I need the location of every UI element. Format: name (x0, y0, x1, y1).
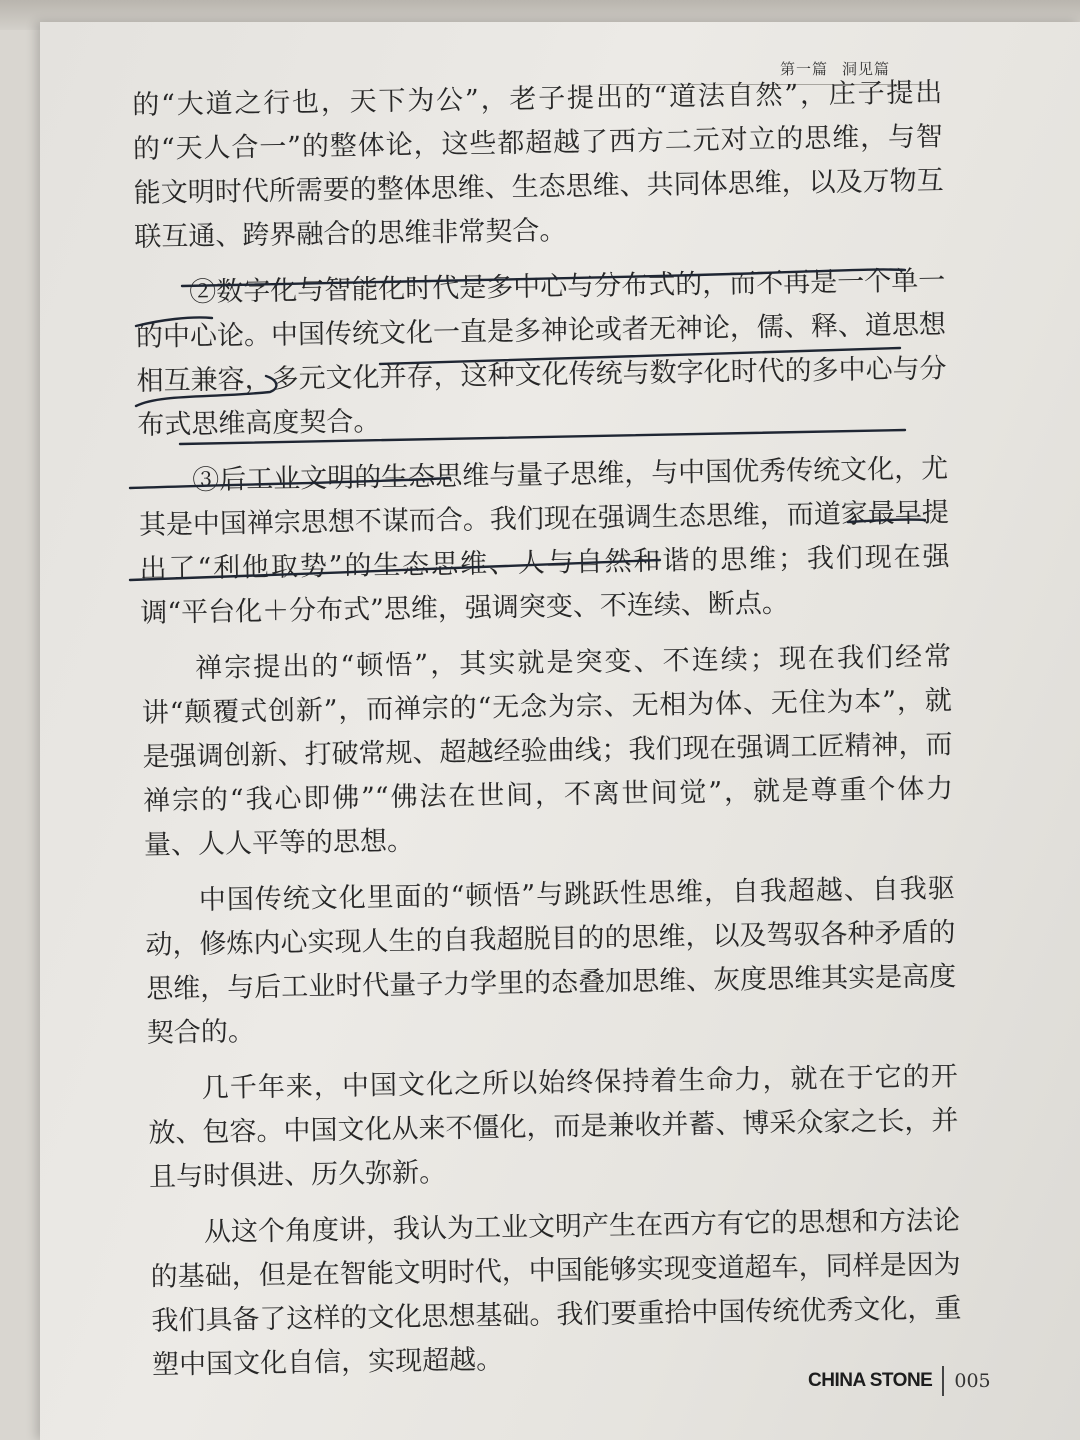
body-text (132, 71, 963, 1400)
paragraph-4: 禅宗提出的“顿悟”，其实就是突变、不连续；现在我们经常讲“颠覆式创新”，而禅宗的“无念为宗、无相为体、无住为本”，就是强调创新、打破常规、超越经验曲线；我们现在强调工匠精神，而禅宗的“我心即佛”“佛法在世间，不离世间觉”，就是尊重个体力量、人人平等的思想。 (141, 641, 954, 861)
paragraph-3: ③后工业文明的生态思维与量子思维，与中国优秀传统文化，尤其是中国禅宗思想不谋而合。我们现在强调生态思维，而道家最早提出了“利他取势”的生态思维、人与自然和谐的思维；我们现在强调“平台化＋分布式”思维，强调突变、不连续、断点。 (138, 453, 950, 629)
paragraph-7: 从这个角度讲，我认为工业文明产生在西方有它的思想和方法论的基础，但是在智能文明时代，中国能够实现变道超车，同样是因为我们具备了这样的文化思想基础。我们要重拾中国传统优秀文化，重塑中国文化自信，实现超越。 (150, 1205, 962, 1381)
page-footer (808, 1366, 991, 1396)
china-stone-logo: CHINA STONE (808, 1370, 933, 1391)
page-number: 005 (954, 1370, 991, 1392)
paragraph-5: 中国传统文化里面的“顿悟”与跳跃性思维，自我超越、自我驱动，修炼内心实现人生的自我超脱目的的思维，以及驾驭各种矛盾的思维，与后工业时代量子力学里的态叠加思维、灰度思维其实是高度契合的。 (145, 873, 957, 1049)
running-head-section: 洞见篇 (841, 60, 890, 78)
paragraph-6: 几千年来，中国文化之所以始终保持着生命力，就在于它的开放、包容。中国文化从来不僵化，而是兼收并蓄、博采众家之长，并且与时俱进、历久弥新。 (148, 1061, 959, 1193)
running-head-part: 第一篇 (779, 60, 828, 78)
footer-divider (942, 1366, 944, 1396)
paragraph-1: 的“大道之行也，天下为公”，老子提出的“道法自然”，庄子提出的“天人合一”的整体论，这些都超越了西方二元对立的思维，与智能文明时代所需要的整体思维、生态思维、共同体思维，以及万物互联互通、跨界融合的思维非常契合。 (132, 77, 944, 253)
paragraph-2: ②数字化与智能化时代是多中心与分布式的，而不再是一个单一的中心论。中国传统文化一直是多神论或者无神论，儒、释、道思想相互兼容，多元文化并存，这种文化传统与数字化时代的多中心与分布式思维高度契合。 (135, 265, 947, 441)
